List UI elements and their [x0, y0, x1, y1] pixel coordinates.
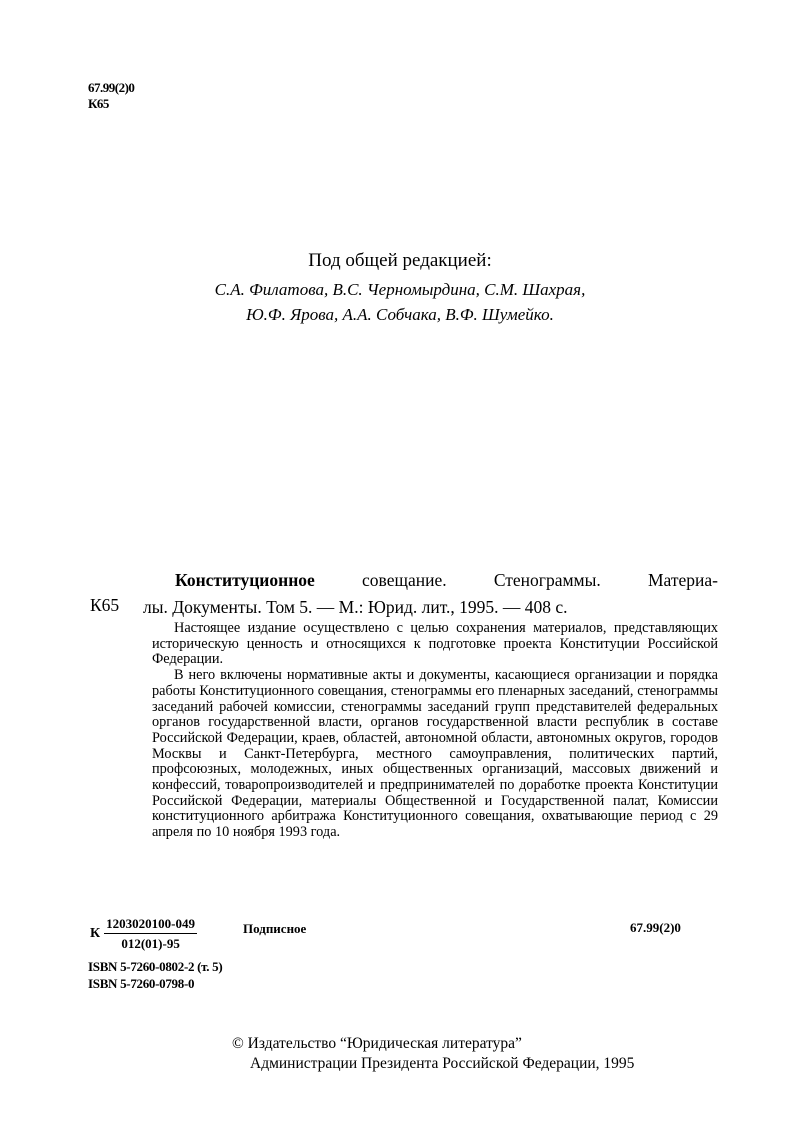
bibliography-line-2: лы. Документы. Том 5. — М.: Юрид. лит., 1995. — 408 с. — [143, 597, 568, 617]
copyright-line-2: Администрации Президента Российской Федерации, 1995 — [250, 1055, 635, 1072]
catalog-numerator: 1203020100-049 — [104, 916, 197, 934]
editors-heading: Под общей редакцией: — [308, 250, 492, 271]
catalog-fraction — [104, 916, 197, 952]
bibliographic-entry — [143, 567, 718, 621]
isbn-volume: ISBN 5-7260-0802-2 (т. 5) — [88, 959, 223, 974]
editors-line-2: Ю.Ф. Ярова, А.А. Собчака, В.Ф. Шумейко. — [246, 305, 554, 324]
isbn-block — [88, 958, 222, 992]
annotation-paragraph-1: Настоящее издание осуществлено с целью сохранения материалов, представляющих историческую ценность и относящихся к подготовке проекта Конституции Российской Федерации. — [152, 620, 718, 668]
title-bold: Конституционное — [175, 570, 315, 590]
subscription-label: Подписное — [243, 921, 307, 936]
title-rest: совещание. Стенограммы. Материа- — [314, 570, 718, 590]
catalog-denominator: 012(01)-95 — [121, 936, 180, 951]
isbn-series: ISBN 5-7260-0798-0 — [88, 976, 195, 991]
editors-line-1: С.А. Филатова, В.С. Черномырдина, С.М. Шахрая, — [214, 280, 586, 299]
catalog-index — [90, 916, 197, 952]
bibliography-author-mark: К65 — [90, 595, 120, 615]
editors-list — [0, 277, 800, 327]
bibliography-line-1 — [143, 567, 718, 594]
catalog-k-letter: К — [90, 926, 101, 941]
bbk-code: 67.99(2)0 — [88, 80, 135, 95]
copyright-line-1: © Издательство “Юридическая литература” — [232, 1035, 522, 1052]
annotation-paragraph-2: В него включены нормативные акты и документы, касающиеся организации и порядка работы Конституционного совещания, стенограммы его пленарных заседаний, стенограммы заседаний рабочей комиссии, стенограммы заседаний групп представителей федеральных органов государственной власти, органов государственной власти республик в составе Российской Федерации, краев, областей, автономной области, автономных округов, городов Москвы и Санкт-Петербурга, местного самоуправления, политических партий, профсоюзных, молодежных, иных общественных организаций, массовых движений и конфессий, товаропроизводителей и предпринимателей по доработке проекта Конституции Российской Федерации, материалы Общественной и Государственной палат, Комиссии конституционного арбитража Конституционного совещания, охватывающие период с 29 апреля по 10 ноября 1993 года. — [152, 667, 718, 841]
bbk-code-footer: 67.99(2)0 — [630, 920, 681, 935]
copyright — [232, 1034, 634, 1074]
author-mark: К65 — [88, 96, 109, 111]
bbk-code-header — [88, 80, 134, 112]
annotation — [152, 621, 718, 841]
